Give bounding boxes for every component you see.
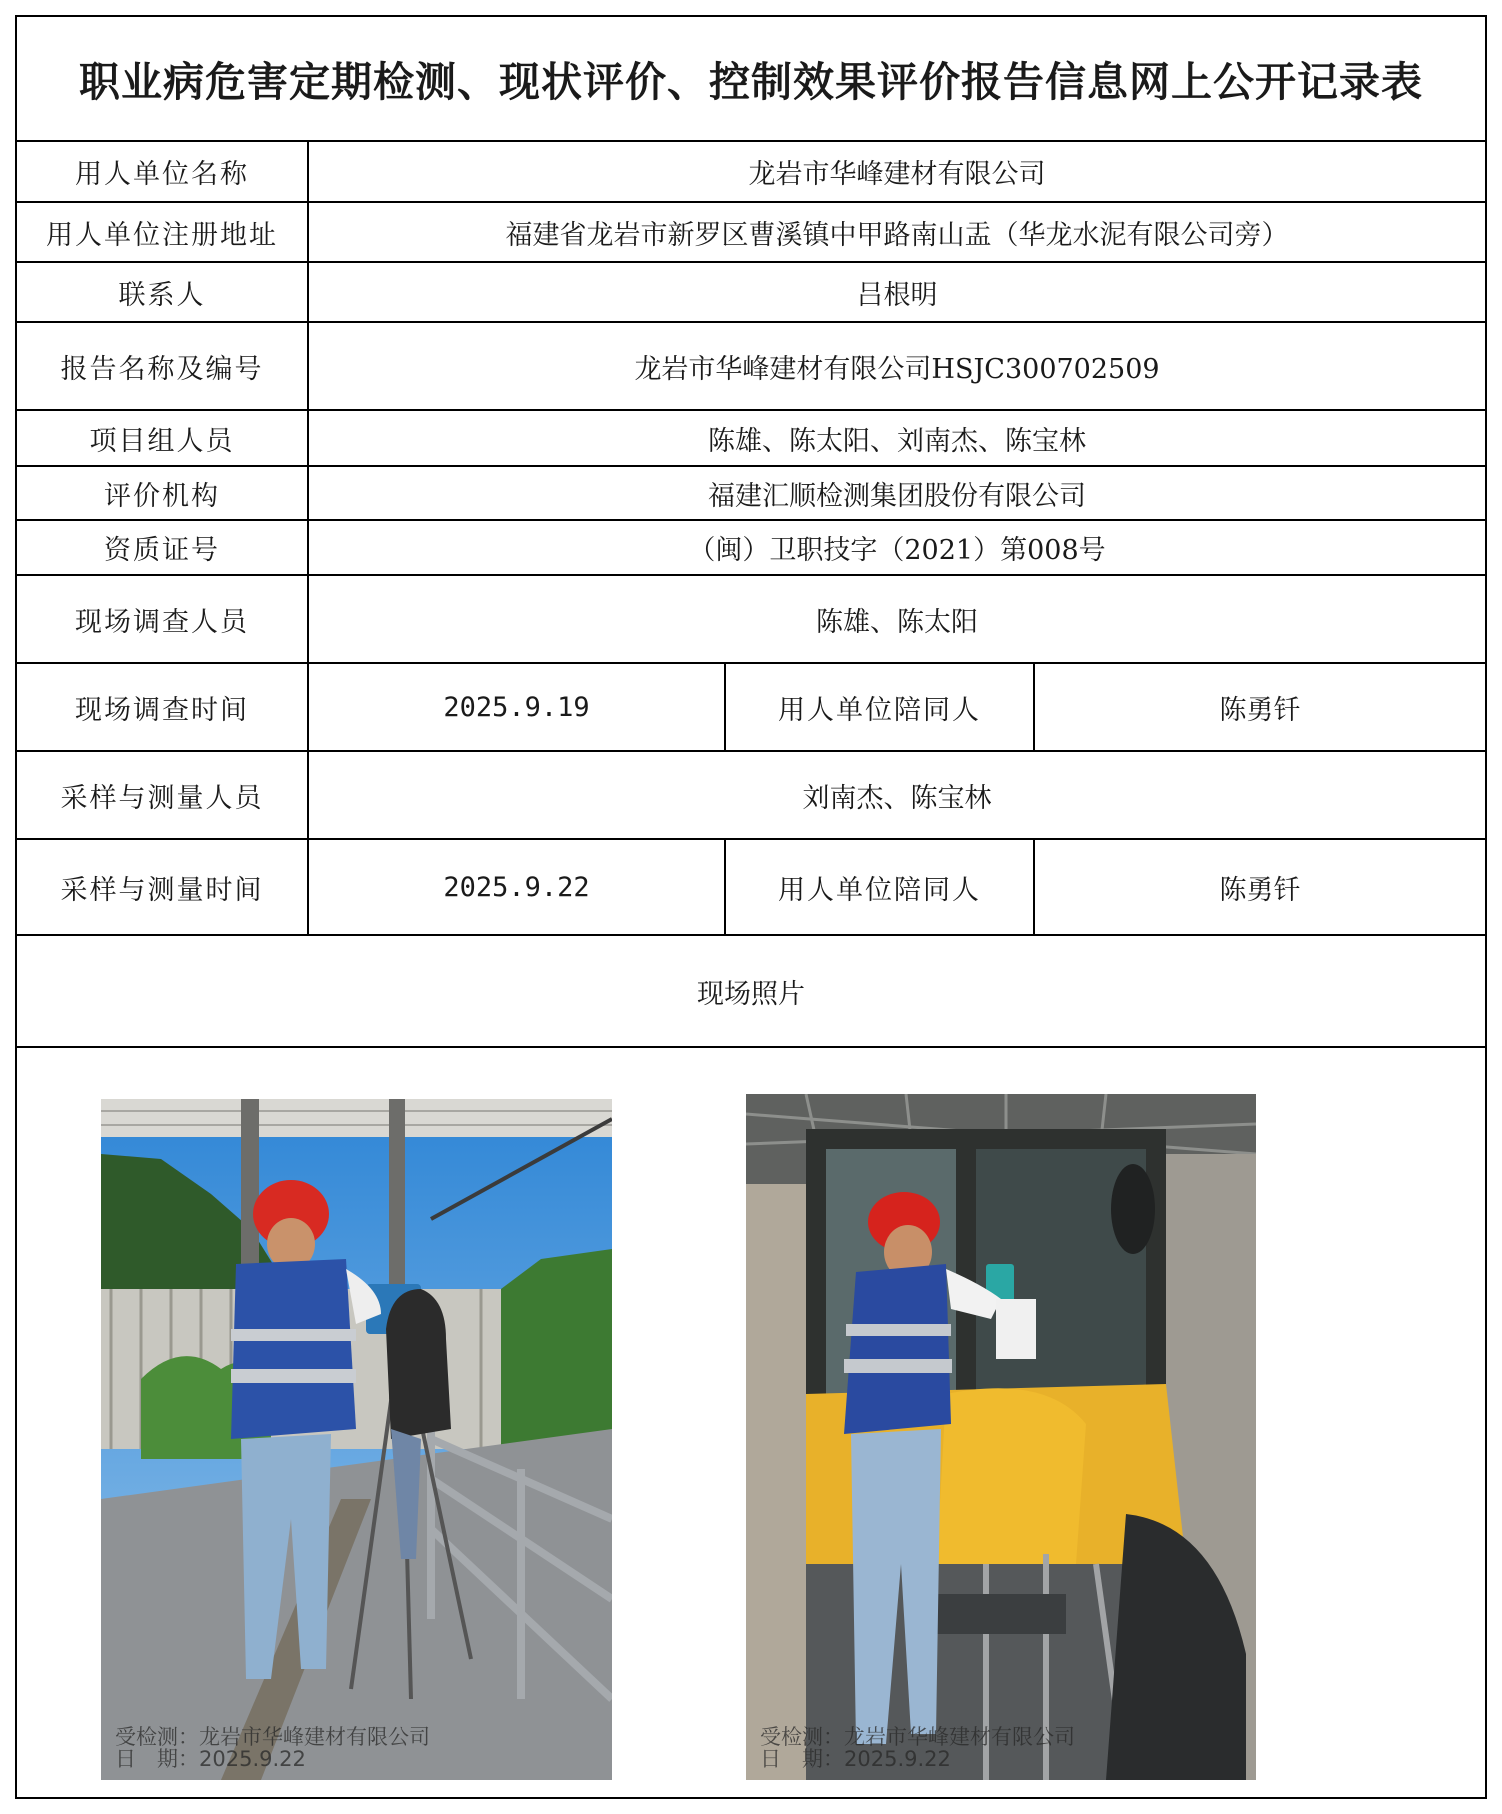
survey-staff-label: 现场调查人员	[17, 575, 308, 663]
site-photo-1-image	[101, 1099, 612, 1780]
photos-heading: 现场照片	[17, 935, 1485, 1047]
page-title: 职业病危害定期检测、现状评价、控制效果评价报告信息网上公开记录表	[17, 17, 1485, 142]
sampling-companion-label: 用人单位陪同人	[725, 839, 1034, 935]
report-label: 报告名称及编号	[17, 322, 308, 410]
photo-1-stamp	[115, 1726, 430, 1770]
site-photo-2	[746, 1094, 1256, 1780]
agency-value: 福建汇顺检测集团股份有限公司	[308, 466, 1485, 520]
contact-label: 联系人	[17, 262, 308, 322]
table-row	[17, 322, 1485, 410]
survey-companion-value: 陈勇钎	[1034, 663, 1485, 751]
table-row	[17, 575, 1485, 663]
survey-time-label: 现场调查时间	[17, 663, 308, 751]
table-row	[17, 202, 1485, 262]
info-table	[17, 142, 1485, 1048]
table-row	[17, 410, 1485, 466]
photo-area	[17, 1062, 1485, 1797]
certificate-label: 资质证号	[17, 520, 308, 575]
sampling-time-label: 采样与测量时间	[17, 839, 308, 935]
certificate-value: （闽）卫职技字（2021）第008号	[308, 520, 1485, 575]
table-row	[17, 142, 1485, 202]
sampling-time-value: 2025.9.22	[308, 839, 725, 935]
record-sheet	[15, 15, 1487, 1799]
table-row	[17, 466, 1485, 520]
survey-companion-label: 用人单位陪同人	[725, 663, 1034, 751]
photo-1-stamp-date: 日 期：2025.9.22	[115, 1747, 306, 1771]
team-value: 陈雄、陈太阳、刘南杰、陈宝林	[308, 410, 1485, 466]
photo-2-stamp-date: 日 期：2025.9.22	[760, 1747, 951, 1771]
photo-2-stamp	[760, 1726, 1075, 1770]
photo-1-stamp-company: 受检测：龙岩市华峰建材有限公司	[115, 1725, 430, 1749]
photo-2-stamp-company: 受检测：龙岩市华峰建材有限公司	[760, 1725, 1075, 1749]
table-row	[17, 663, 1485, 751]
contact-value: 吕根明	[308, 262, 1485, 322]
report-value: 龙岩市华峰建材有限公司HSJC300702509	[308, 322, 1485, 410]
sampling-staff-label: 采样与测量人员	[17, 751, 308, 839]
employer-name-label: 用人单位名称	[17, 142, 308, 202]
table-row	[17, 839, 1485, 935]
survey-time-value: 2025.9.19	[308, 663, 725, 751]
team-label: 项目组人员	[17, 410, 308, 466]
site-photo-1	[101, 1099, 612, 1780]
agency-label: 评价机构	[17, 466, 308, 520]
employer-address-label: 用人单位注册地址	[17, 202, 308, 262]
site-photo-2-image	[746, 1094, 1256, 1780]
table-row	[17, 751, 1485, 839]
table-row	[17, 262, 1485, 322]
employer-name-value: 龙岩市华峰建材有限公司	[308, 142, 1485, 202]
table-row	[17, 935, 1485, 1047]
table-row	[17, 520, 1485, 575]
sampling-companion-value: 陈勇钎	[1034, 839, 1485, 935]
employer-address-value: 福建省龙岩市新罗区曹溪镇中甲路南山盂（华龙水泥有限公司旁）	[308, 202, 1485, 262]
sampling-staff-value: 刘南杰、陈宝林	[308, 751, 1485, 839]
survey-staff-value: 陈雄、陈太阳	[308, 575, 1485, 663]
